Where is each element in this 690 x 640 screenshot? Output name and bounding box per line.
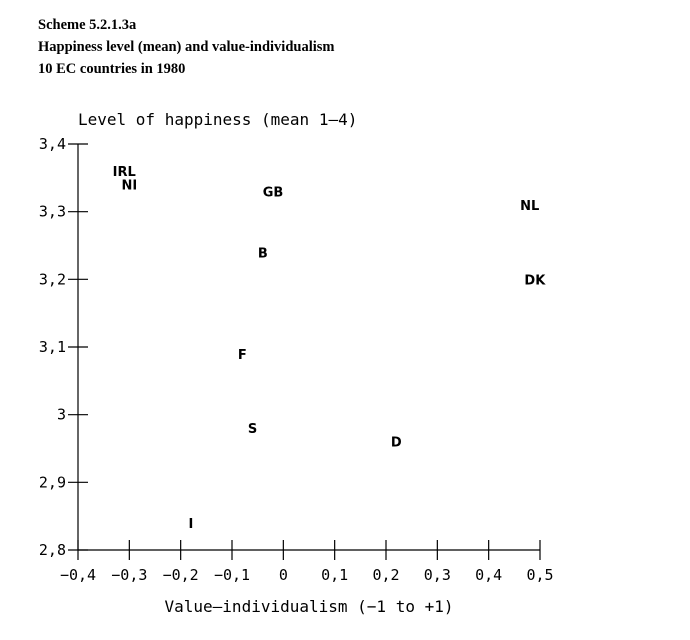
x-tick-label: 0,3 [423, 566, 451, 584]
x-tick-label: 0 [278, 566, 288, 584]
y-tick-label: 3,4 [38, 135, 66, 153]
x-tick-label: −0,2 [162, 566, 199, 584]
y-tick-label: 2,8 [38, 541, 66, 559]
scheme-note: 10 EC countries in 1980 [38, 61, 186, 77]
y-tick-label: 2,9 [38, 473, 66, 492]
data-point-gb: GB [262, 185, 284, 201]
data-point-f: F [237, 347, 247, 363]
x-tick-label: 0,2 [372, 566, 400, 584]
x-tick-label: 0,1 [321, 566, 349, 584]
data-point-i: I [188, 516, 194, 532]
data-point-irl: IRL [112, 165, 136, 181]
y-axis-title: Level of happiness (mean 1–4) [78, 110, 358, 129]
y-tick-label: 3,1 [38, 338, 66, 356]
x-tick-label: −0,1 [213, 566, 251, 584]
data-point-nl: NL [520, 198, 540, 214]
data-point-dk: DK [524, 273, 546, 289]
data-point-ni: NI [121, 178, 138, 194]
x-axis-title: Value–individualism (−1 to +1) [164, 597, 454, 616]
data-point-b: B [257, 246, 268, 262]
data-point-d: D [390, 435, 402, 451]
x-tick-label: 0,5 [526, 566, 554, 584]
x-tick-label: 0,4 [475, 566, 503, 584]
scheme-number: Scheme 5.2.1.3a [38, 17, 137, 33]
y-tick-label: 3 [56, 405, 66, 424]
y-tick-label: 3,2 [38, 270, 66, 289]
scheme-subtitle: Happiness level (mean) and value-individualism [38, 39, 335, 55]
x-tick-label: −0,3 [111, 566, 148, 584]
data-point-s: S [247, 422, 258, 438]
x-tick-label: −0,4 [59, 566, 97, 584]
y-tick-label: 3,3 [38, 202, 66, 221]
